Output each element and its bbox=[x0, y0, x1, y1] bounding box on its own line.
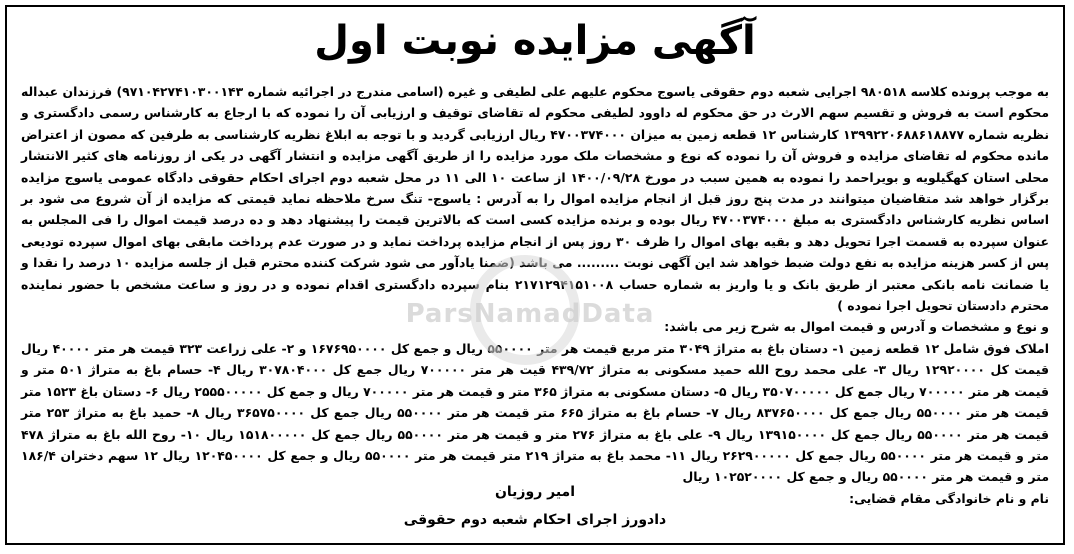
signature-name: امیر روزیان bbox=[494, 484, 576, 500]
notice-paragraph-intro: و نوع و مشخصات و آدرس و قیمت اموال به شرح زیر می باشد: bbox=[664, 319, 1049, 335]
notice-body bbox=[21, 81, 1049, 509]
signature-title: دادورز اجرای احکام شعبه دوم حقوقی bbox=[403, 512, 667, 528]
notice-frame bbox=[5, 5, 1065, 545]
notice-paragraph-judge: نام و نام خانوادگی مقام قضایی: bbox=[849, 490, 1049, 506]
signature-block bbox=[7, 478, 1063, 534]
watermark-text: ParsNamadData bbox=[405, 299, 655, 329]
notice-paragraph-main: به موجب پرونده کلاسه ۹۸۰۵۱۸ اجرایی شعبه دوم حقوقی یاسوج محکوم علیهم علی لطیفی و غیره (اسامی مندرج در اجرائیه شماره ۹۷۱۰۴۲۷۴۱۰۳۰۰۱۴۳) فرزندان عبداله محکوم است به فروش و تقسیم سهم الارث در حق محکوم له داوود لطیفی محکوم له تقاضای توقیف و ارزیابی آن را نموده که با ارجاع به کارشناس رسمی دادگستری و نظریه شماره ۱۳۹۹۲۲۰۶۸۸۶۱۸۸۷۷ کارشناس ۱۲ قطعه زمین به میزان ۴۷۰۰۳۷۴۰۰۰ ریال ارزیابی گردید و با توجه به ابلاغ نظریه کارشناسی به طرفین که مصون از اعتراض مانده محکوم له تقاضای مزایده و فروش آن را نموده که نوع و مشخصات ملک مورد مزایده را از طریق آگهی مزایده و انتشار آگهی در یکی از روزنامه های کثیر الانتشار محلی استان کهگیلویه و بویراحمد را نموده به همین سبب در مورخ ۱۴۰۰/۰۹/۲۸ از ساعت ۱۰ الی ۱۱ در محل شعبه دوم اجرای احکام حقوقی دادگاه عمومی یاسوج مزایده برگزار خواهد شد متقاضیان میتوانند در مدت پنج روز قبل از انجام مزایده اموال را به آدرس : یاسوج- تنگ سرخ ملاحظه نماید قیمتی که مزایده از آن شروع می شود بر اساس نظریه کارشناس دادگستری به مبلغ ۴۷۰۰۳۷۴۰۰۰ ریال بوده و برنده مزایده کسی است که بالاترین قیمت را پیشنهاد دهد و ده درصد قیمت اموال را فی المجلس به عنوان سپرده به قسمت اجرا تحویل دهد و بقیه بهای اموال را ظرف ۳۰ روز پس از انجام مزایده پرداخت نماید و در صورت عدم پرداخت مابقی بهای اموال سپرده تودیعی پس از کسر هزینه مزایده به نفع دولت ضبط خواهد شد این آگهی نوبت ......... می باشد (ضمنا یادآور می شود شرکت کننده محترم قبل از جلسه مزایده ۱۰ درصد را نقدا و یا ضمانت نامه بانکی معتبر از طریق بانک و یا واریز به شماره حساب ۲۱۷۱۲۹۴۱۵۱۰۰۸ بنام سپرده دادگستری اقدام نموده و در روز و ساعت مشخص با حضور نماینده محترم دادستان تحویل اجرا نموده ) bbox=[21, 84, 1050, 314]
notice-title: آگهی مزایده نوبت اول bbox=[314, 18, 756, 64]
notice-paragraph-properties: املاک فوق شامل ۱۲ قطعه زمین ۱- دستان باغ به متراژ ۳۰۴۹ متر مربع قیمت هر متر ۵۵۰۰۰۰ ریال و جمع کل ۱۶۷۶۹۵۰۰۰۰ و ۲- علی زراعت ۳۲۳ قیمت هر متر ۴۰۰۰۰ ریال قیمت کل ۱۲۹۲۰۰۰۰ ریال ۳- علی محمد روح الله حمید مسکونی به متراژ ۴۳۹/۷۲ قیت هر متر ۷۰۰۰۰۰ ریال جمع کل ۳۰۷۸۰۴۰۰۰ ریال ۴- حسام باغ به متراژ ۵۰۱ متر و قیمت هر متر ۷۰۰۰۰۰ ریال جمع کل ۳۵۰۷۰۰۰۰۰ ریال ۵- دستان مسکونی به متراژ ۳۶۵ متر و قیمت هر متر ۷۰۰۰۰۰ ریال و جمع کل ۲۵۵۵۰۰۰۰۰ ریال ۶- دستان باغ ۱۵۲۳ متر قیمت هر متر ۵۵۰۰۰۰ ریال جمع کل ۸۳۷۶۵۰۰۰۰ ریال ۷- حسام باغ به متراژ ۶۶۵ متر قیمت هر متر ۵۵۰۰۰۰ ریال جمع کل ۳۶۵۷۵۰۰۰۰ ریال ۸- حمید باغ به متراژ ۲۵۳ متر قیمت هر متر ۵۵۰۰۰۰ ریال جمع کل ۱۳۹۱۵۰۰۰۰ ریال ۹- علی باغ به متراژ ۲۷۶ متر و قیمت هر متر ۵۵۰۰۰۰ ریال جمع کل ۱۵۱۸۰۰۰۰۰ ریال ۱۰- روح الله باغ به متراژ ۴۷۸ متر و قیمت هر متر ۵۵۰۰۰۰ ریال جمع کل ۲۶۲۹۰۰۰۰۰ ریال ۱۱- محمد باغ به متراژ ۲۱۹ متر قیمت هر متر ۵۵۰۰۰۰ ریال و جمع کل ۱۲۰۴۵۰۰۰۰ ریال ۱۲ سهم دختران ۱۸۶/۴ متر و قیمت هر متر ۵۵۰۰۰۰ ریال و جمع کل ۱۰۲۵۲۰۰۰۰ ریال bbox=[21, 340, 1049, 485]
